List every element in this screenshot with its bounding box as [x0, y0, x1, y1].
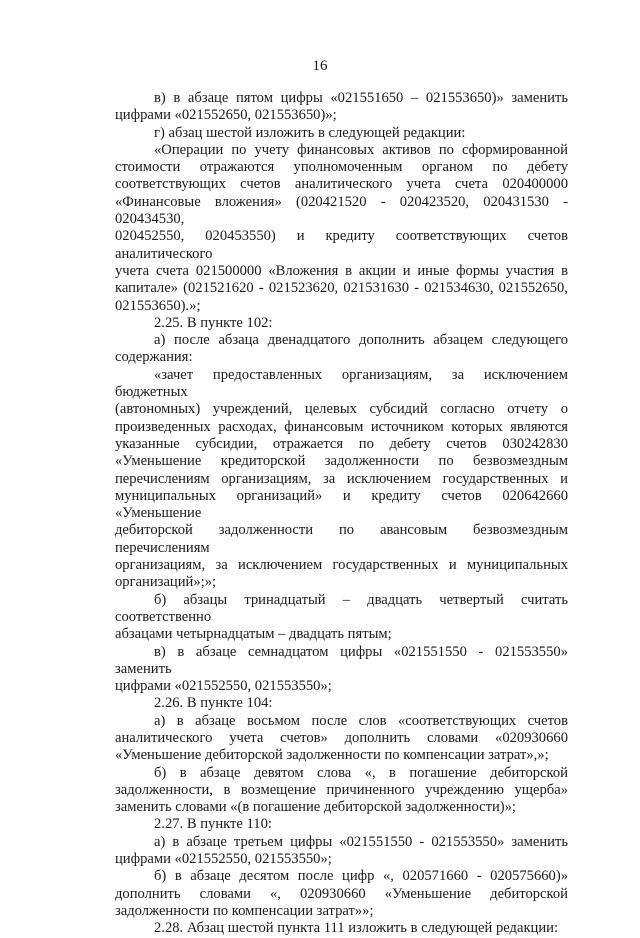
text-line: «Уменьшение кредиторской задолженности по безвозмездным	[115, 453, 568, 470]
text-line: б) в абзаце девятом слова «, в погашение дебиторской	[154, 764, 568, 781]
text-line: заменить словами «(в погашение дебиторской задолженности)»;	[115, 799, 516, 816]
text-line: в) в абзаце пятом цифры «021551650 – 021553650)» заменить	[154, 90, 568, 106]
text-line: соответствующих счетов аналитического учета счета 020400000	[115, 176, 568, 193]
text-line: «зачет предоставленных организациям, за исключением бюджетных	[115, 366, 568, 401]
text-line: 2.26. В пункте 104:	[154, 695, 273, 712]
text-line: абзацами четырнадцатым – двадцать пятым;	[115, 626, 392, 643]
text-line: организациям, за исключением государственных и муниципальных	[115, 557, 568, 574]
page-number: 16	[312, 58, 328, 74]
text-line: муниципальных организаций» и кредиту счетов 020642660 «Уменьшение	[115, 487, 568, 522]
text-line: произведенных расходах, финансовым источником которых являются	[115, 418, 568, 435]
text-line: в) в абзаце семнадцатом цифры «021551550 - 021553550» заменить	[115, 643, 568, 677]
text-line: капитале» (021521620 - 021523620, 021531630 - 021534630, 021552650,	[115, 280, 568, 297]
text-line: аналитического учета счетов» дополнить словами «020930660	[115, 729, 568, 746]
text-line: организаций»;»;	[115, 574, 217, 591]
text-line: (автономных) учреждений, целевых субсидий согласно отчету о	[115, 401, 568, 418]
text-line: 021553650).»;	[115, 297, 201, 314]
document-body	[115, 90, 568, 938]
text-line: «Операции по учету финансовых активов по сформированной	[154, 141, 568, 158]
text-line: 2.28. Абзац шестой пункта 111 изложить в следующей редакции:	[154, 920, 559, 937]
text-line: 2.27. В пункте 110:	[154, 816, 272, 833]
text-line: дополнить словами «, 020930660 «Уменьшение дебиторской	[115, 885, 568, 902]
text-line: задолженности, в возмещение причиненного учреждению ущерба»	[115, 781, 568, 798]
text-line: б) абзацы тринадцатый – двадцать четвертый считать соответственно	[115, 591, 568, 625]
text-line: 020452550, 020453550) и кредиту соответствующих счетов аналитического	[115, 228, 568, 262]
text-line: а) в абзаце третьем цифры «021551550 - 021553550» заменить	[154, 833, 568, 850]
text-line: 2.25. В пункте 102:	[154, 314, 273, 331]
text-line: дебиторской задолженности по авансовым безвозмездным перечислениям	[115, 522, 568, 556]
text-line: цифрами «021552650, 021553650)»;	[115, 107, 337, 124]
text-line: цифрами «021552550, 021553550»;	[115, 678, 332, 695]
text-line: содержания:	[115, 349, 193, 366]
text-line: задолженности по компенсации затрат»»;	[115, 902, 374, 919]
text-line: а) в абзаце восьмом после слов «соответствующих счетов	[154, 712, 568, 729]
text-line: учета счета 021500000 «Вложения в акции и иные формы участия в	[115, 262, 568, 279]
text-line: стоимости отражаются уполномоченным органом по дебету	[115, 159, 568, 176]
text-line: перечислениям организациям, за исключением государственных и	[115, 470, 568, 487]
text-line: г) абзац шестой изложить в следующей редакции:	[154, 124, 466, 141]
text-line: «Уменьшение дебиторской задолженности по компенсации затрат»,»;	[115, 747, 549, 764]
text-line: б) в абзаце десятом после цифр «, 020571660 - 020575660)»	[154, 868, 568, 885]
text-line: а) после абзаца двенадцатого дополнить абзацем следующего	[154, 332, 568, 349]
text-line: «Финансовые вложения» (020421520 - 020423520, 020431530 - 020434530,	[115, 193, 568, 228]
text-line: указанные субсидии, отражается по дебету счетов 030242830	[115, 435, 568, 452]
text-line: цифрами «021552550, 021553550»;	[115, 851, 332, 868]
